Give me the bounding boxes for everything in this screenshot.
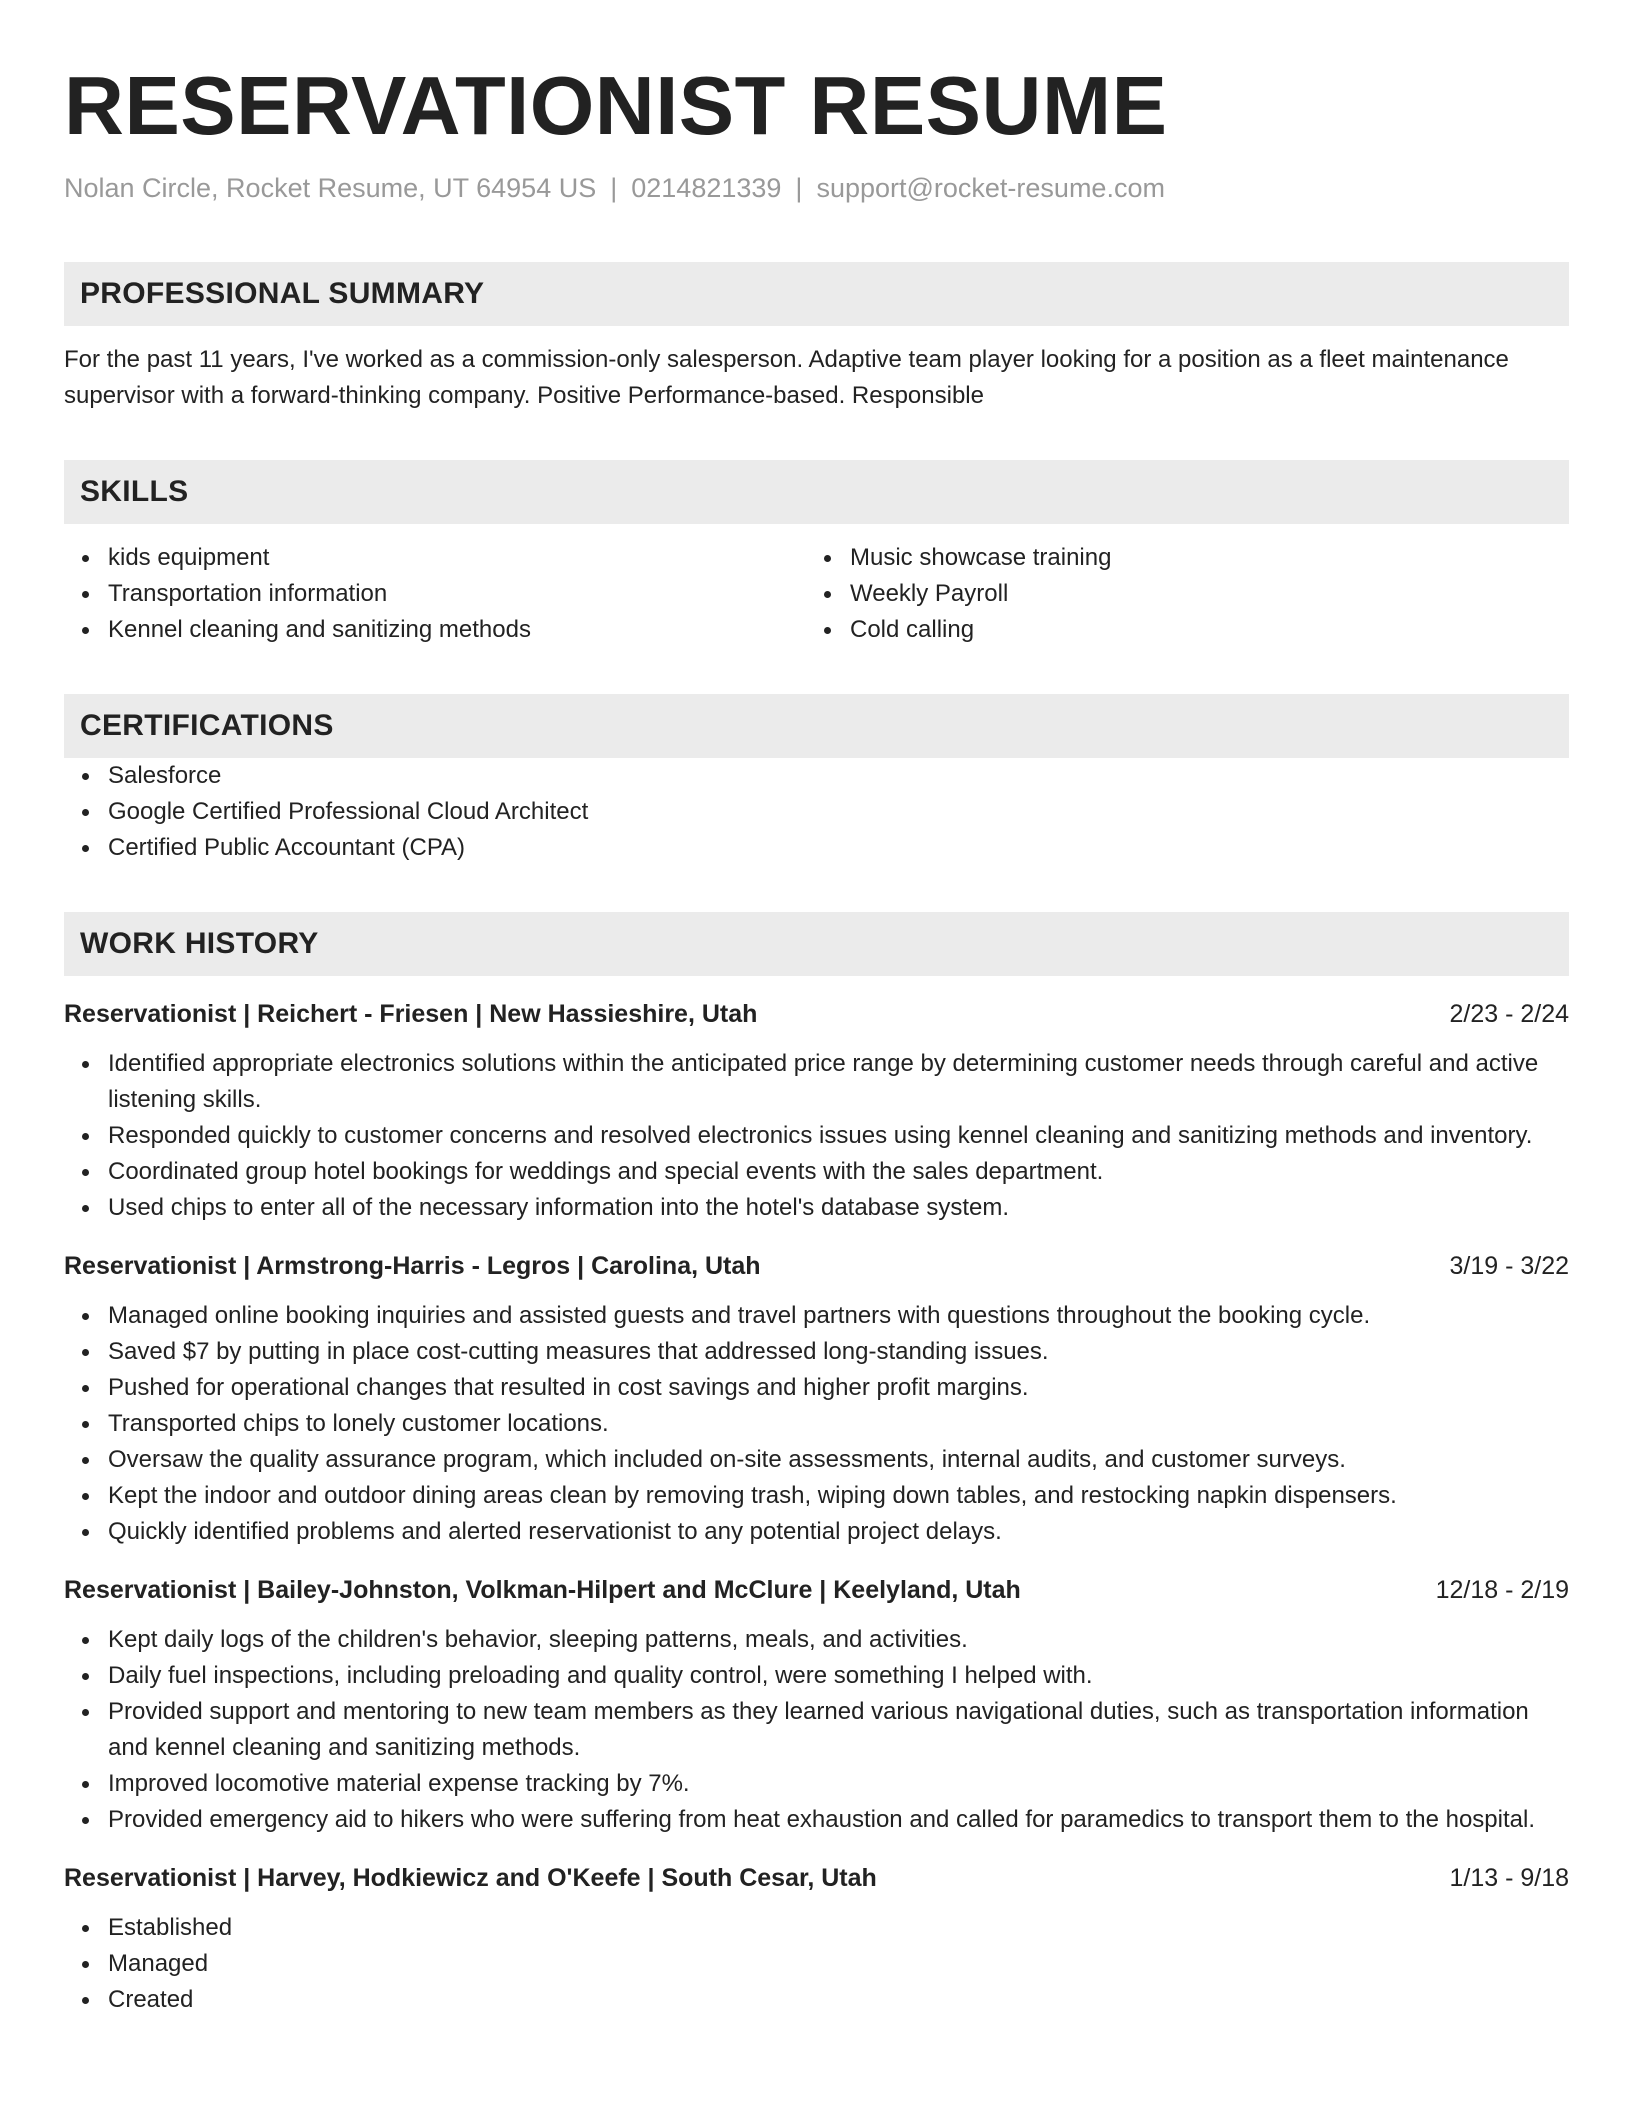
job-bullet: Responded quickly to customer concerns and resolved electronics issues using kennel cleaning and sanitizing methods and inventory. <box>108 1118 1569 1154</box>
section-header-certifications: CERTIFICATIONS <box>64 694 1569 758</box>
certification-item: Salesforce <box>108 758 1569 794</box>
job-bullet: Pushed for operational changes that resulted in cost savings and higher profit margins. <box>108 1370 1569 1406</box>
skills-list-left <box>64 540 806 648</box>
job-bullet: Created <box>108 1982 1569 2018</box>
certifications-list <box>64 758 1569 866</box>
section-header-work-history: WORK HISTORY <box>64 912 1569 976</box>
job-bullet: Provided support and mentoring to new team members as they learned various navigational duties, such as transportation information and kennel cleaning and sanitizing methods. <box>108 1694 1569 1766</box>
job-heading-row <box>64 1570 1569 1610</box>
job-bullet: Coordinated group hotel bookings for weddings and special events with the sales department. <box>108 1154 1569 1190</box>
job-entry <box>64 994 1569 1226</box>
section-header-skills: SKILLS <box>64 460 1569 524</box>
job-heading-row <box>64 1858 1569 1898</box>
job-dates: 1/13 - 9/18 <box>1449 1864 1569 1892</box>
job-heading-row <box>64 994 1569 1034</box>
job-bullet: Identified appropriate electronics solutions within the anticipated price range by determining customer needs through careful and active listening skills. <box>108 1046 1569 1118</box>
job-bullet: Kept the indoor and outdoor dining areas clean by removing trash, wiping down tables, and restocking napkin dispensers. <box>108 1478 1569 1514</box>
skill-item: Kennel cleaning and sanitizing methods <box>108 612 806 648</box>
job-dates: 2/23 - 2/24 <box>1449 1000 1569 1028</box>
job-bullet: Improved locomotive material expense tracking by 7%. <box>108 1766 1569 1802</box>
job-bullets <box>64 1046 1569 1226</box>
job-heading-row <box>64 1246 1569 1286</box>
job-dates: 3/19 - 3/22 <box>1449 1252 1569 1280</box>
certification-item: Certified Public Accountant (CPA) <box>108 830 1569 866</box>
job-entry <box>64 1570 1569 1838</box>
job-bullets <box>64 1298 1569 1550</box>
job-heading: Reservationist | Reichert - Friesen | New Hassieshire, Utah <box>64 1000 758 1028</box>
job-bullets <box>64 1910 1569 2018</box>
job-bullet: Managed online booking inquiries and assisted guests and travel partners with questions throughout the booking cycle. <box>108 1298 1569 1334</box>
skills-column-right <box>806 540 1548 648</box>
skill-item: Transportation information <box>108 576 806 612</box>
skills-list-right <box>806 540 1548 648</box>
job-bullet: Kept daily logs of the children's behavior, sleeping patterns, meals, and activities. <box>108 1622 1569 1658</box>
job-heading: Reservationist | Harvey, Hodkiewicz and O'Keefe | South Cesar, Utah <box>64 1864 877 1892</box>
job-bullet: Provided emergency aid to hikers who were suffering from heat exhaustion and called for paramedics to transport them to the hospital. <box>108 1802 1569 1838</box>
resume-title: RESERVATIONIST RESUME <box>64 59 1168 152</box>
job-heading: Reservationist | Armstrong-Harris - Legros | Carolina, Utah <box>64 1252 761 1280</box>
job-bullet: Quickly identified problems and alerted reservationist to any potential project delays. <box>108 1514 1569 1550</box>
contact-line <box>64 168 1569 208</box>
job-bullets <box>64 1622 1569 1838</box>
job-heading: Reservationist | Bailey-Johnston, Volkman-Hilpert and McClure | Keelyland, Utah <box>64 1576 1021 1604</box>
skills-grid <box>64 540 1569 648</box>
skills-column-left <box>64 540 806 648</box>
contact-separator: | <box>795 173 803 203</box>
job-bullet: Managed <box>108 1946 1569 1982</box>
job-entry <box>64 1858 1569 2018</box>
contact-address: Nolan Circle, Rocket Resume, UT 64954 US <box>64 173 597 203</box>
skill-item: kids equipment <box>108 540 806 576</box>
job-bullet: Oversaw the quality assurance program, which included on-site assessments, internal audits, and customer surveys. <box>108 1442 1569 1478</box>
contact-email: support@rocket-resume.com <box>816 173 1165 203</box>
contact-separator: | <box>610 173 618 203</box>
job-bullet: Saved $7 by putting in place cost-cutting measures that addressed long-standing issues. <box>108 1334 1569 1370</box>
section-header-summary: PROFESSIONAL SUMMARY <box>64 262 1569 326</box>
job-entry <box>64 1246 1569 1550</box>
job-bullet: Transported chips to lonely customer locations. <box>108 1406 1569 1442</box>
job-bullet: Daily fuel inspections, including preloading and quality control, were something I helped with. <box>108 1658 1569 1694</box>
summary-text: For the past 11 years, I've worked as a commission-only salesperson. Adaptive team player looking for a position as a fleet maintenance supervisor with a forward-thinking company. Positive Performance-based. Responsible <box>64 346 1509 409</box>
skill-item: Weekly Payroll <box>850 576 1548 612</box>
skill-item: Music showcase training <box>850 540 1548 576</box>
certification-item: Google Certified Professional Cloud Architect <box>108 794 1569 830</box>
skill-item: Cold calling <box>850 612 1548 648</box>
job-dates: 12/18 - 2/19 <box>1435 1576 1569 1604</box>
job-bullet: Established <box>108 1910 1569 1946</box>
contact-phone: 0214821339 <box>631 173 782 203</box>
job-bullet: Used chips to enter all of the necessary information into the hotel's database system. <box>108 1190 1569 1226</box>
